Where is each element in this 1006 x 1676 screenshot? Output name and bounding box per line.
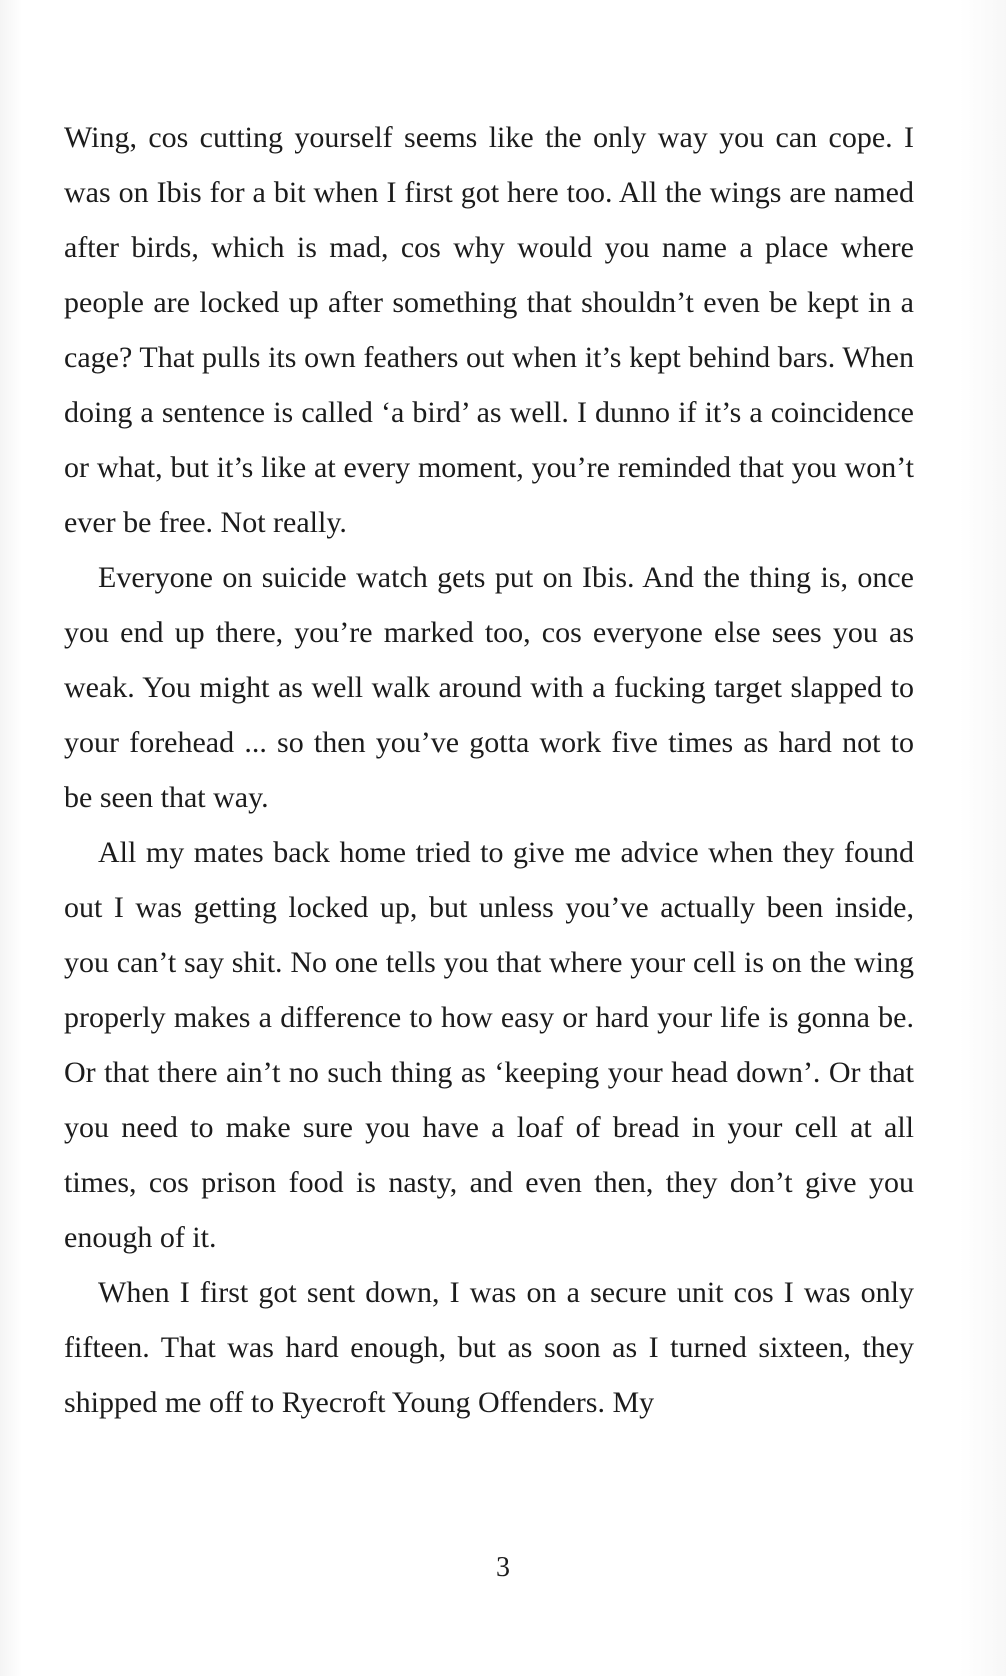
page-number: 3 — [496, 1552, 510, 1583]
paragraph-3: All my mates back home tried to give me advice when they found out I was getting locked up, but unless you’ve actually been inside, you can’t say shit. No one tells you that where your cell is on the wing properly makes a difference to how easy or hard your life is gonna be. Or that there ain’t no such thing as ‘keeping your head down’. Or that you need to make sure you have a loaf of bread in your cell at all times, cos prison food is nasty, and even then, they don’t give you enough of it. — [64, 836, 914, 1254]
paragraph-1: Wing, cos cutting yourself seems like the only way you can cope. I was on Ibis for a bit when I first got here too. All the wings are named after birds, which is mad, cos why would you name a place where people are locked up after something that shouldn’t even be kept in a cage? That pulls its own feathers out when it’s kept behind bars. When doing a sentence is called ‘a bird’ as well. I dunno if it’s a coincidence or what, but it’s like at every moment, you’re reminded that you won’t ever be free. Not really. — [64, 121, 914, 539]
body-text — [64, 110, 914, 1430]
paragraph-2: Everyone on suicide watch gets put on Ibis. And the thing is, once you end up there, you’re marked too, cos everyone else sees you as weak. You might as well walk around with a fucking target slapped to your forehead ... so then you’ve gotta work five times as hard not to be seen that way. — [64, 561, 914, 814]
paragraph-4: When I first got sent down, I was on a secure unit cos I was only fifteen. That was hard enough, but as soon as I turned sixteen, they shipped me off to Ryecroft Young Offenders. My — [64, 1276, 914, 1419]
